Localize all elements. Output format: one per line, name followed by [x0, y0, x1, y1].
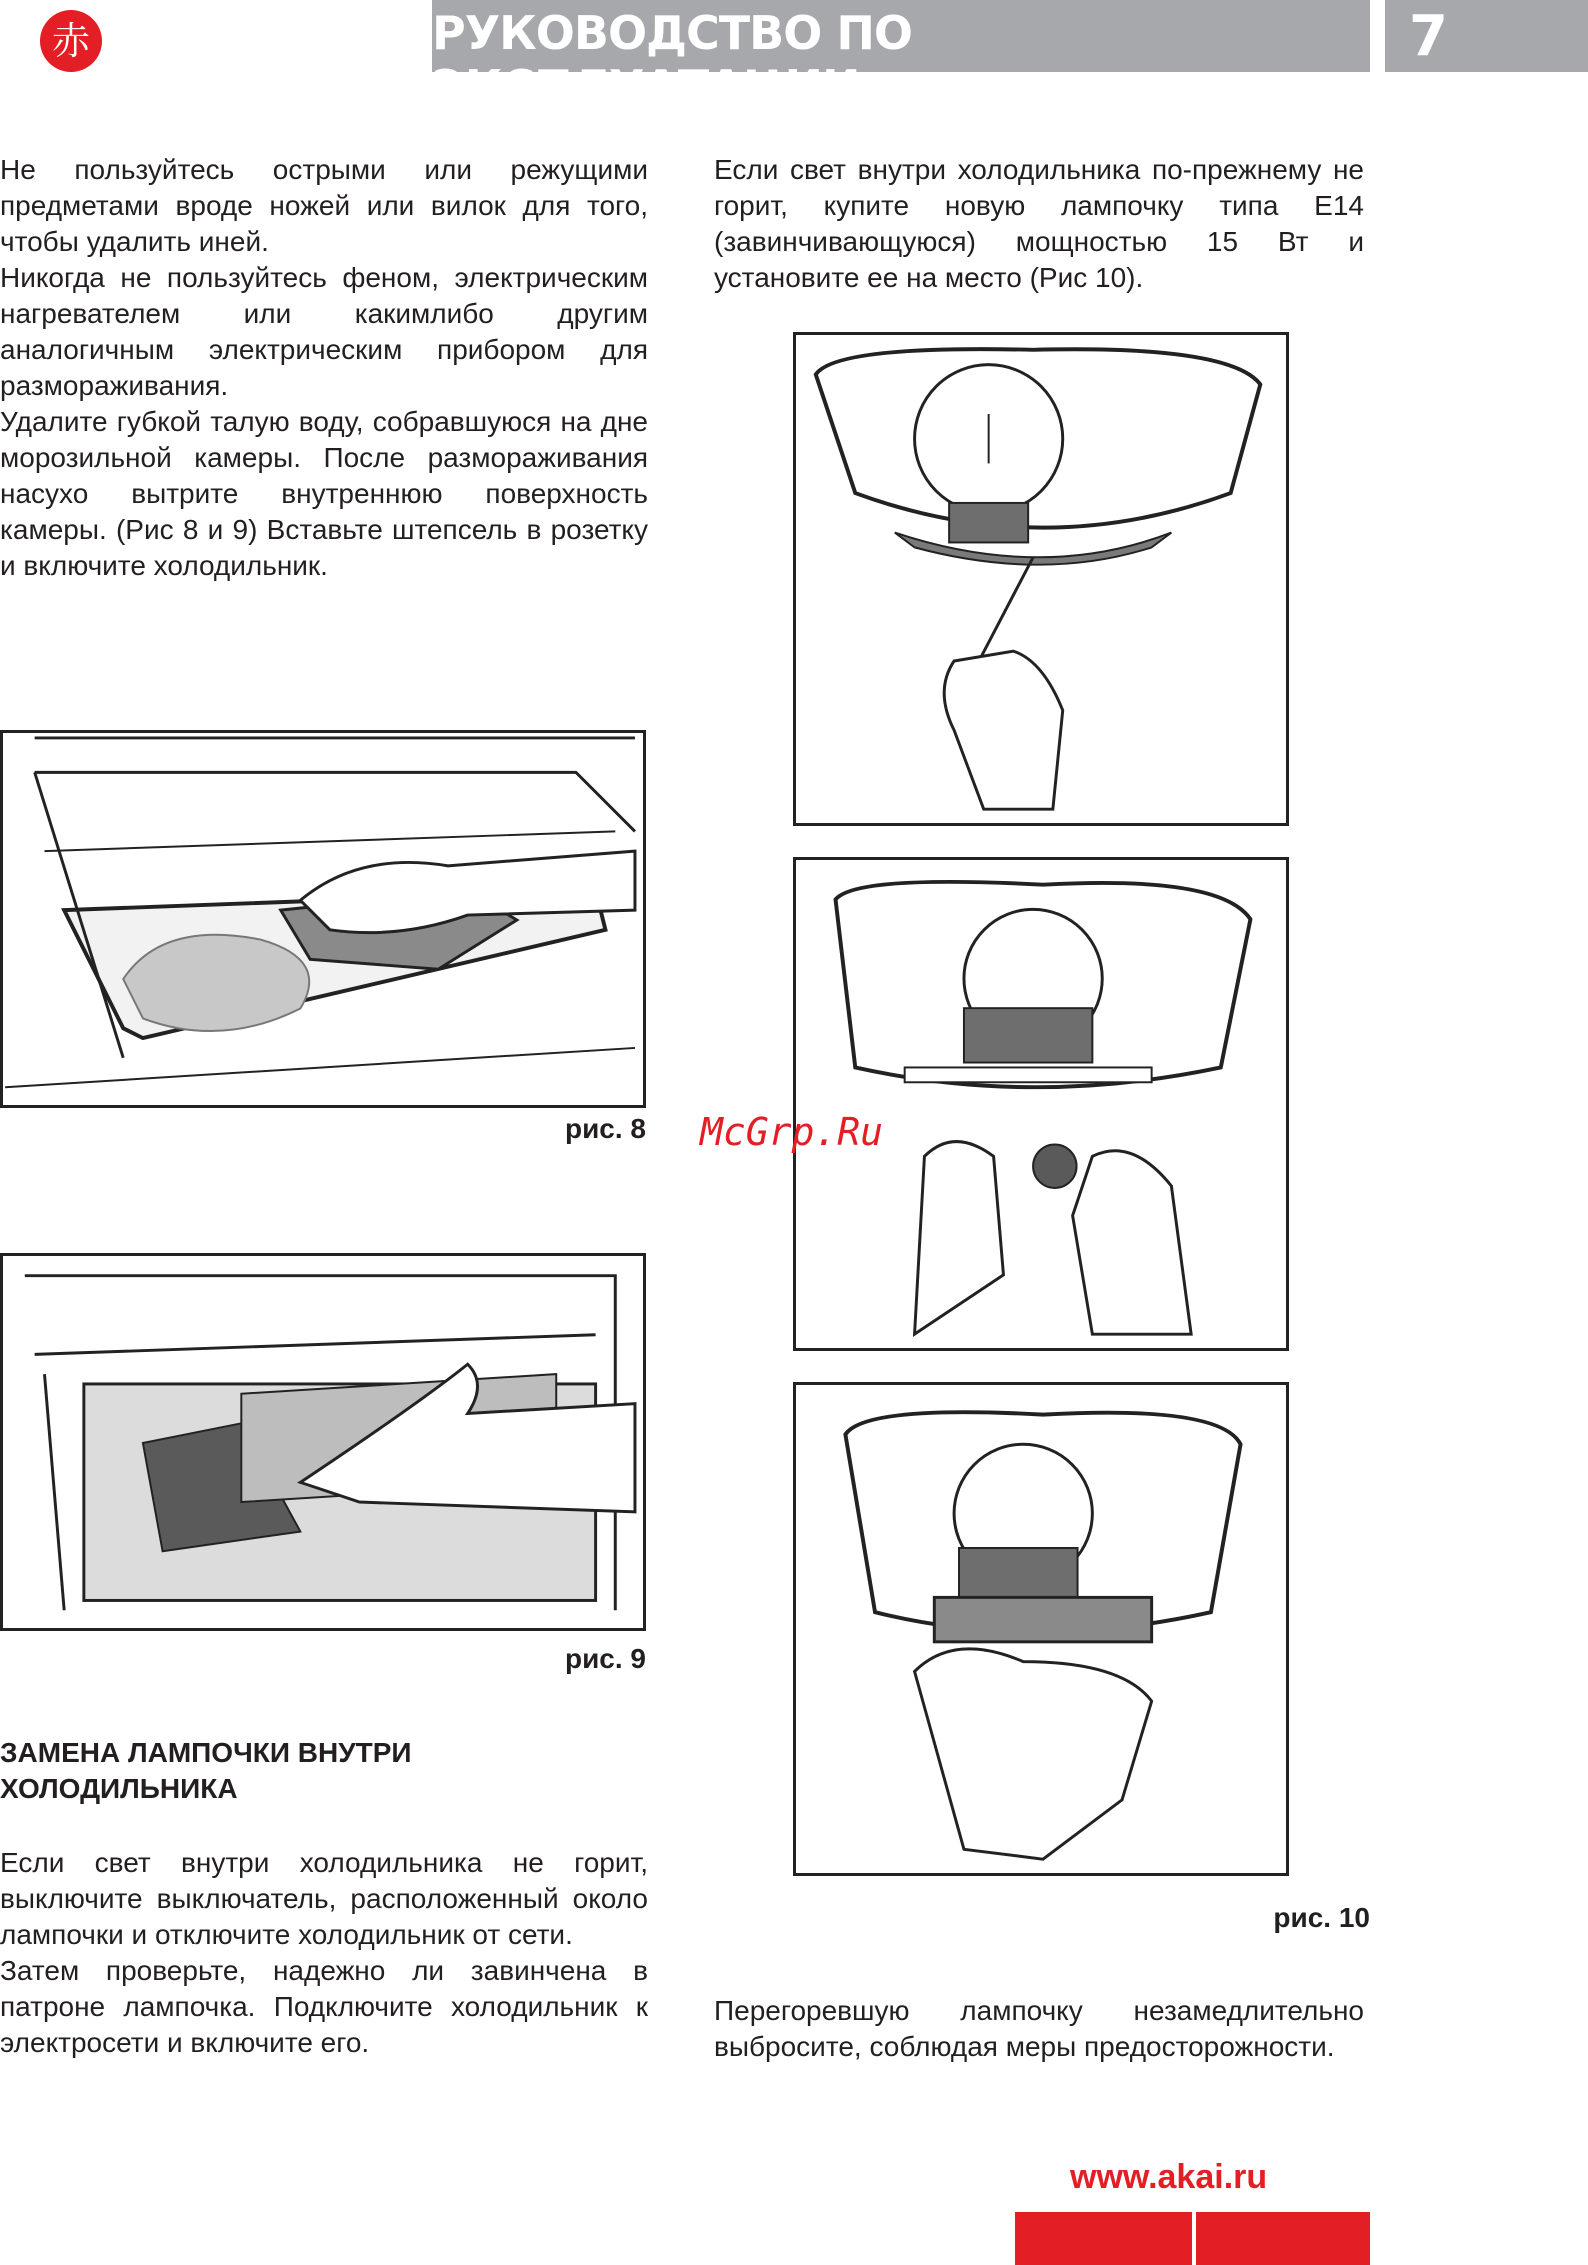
figure-9-caption: рис. 9	[564, 1643, 646, 1674]
figure-8-caption: рис. 8	[564, 1113, 646, 1144]
wiping-freezer-drawing	[3, 733, 643, 1105]
paragraph: Затем проверьте, надежно ли завинчена в патроне лампочка. Подключите холодильник к электросети и включите его.	[0, 1955, 648, 2058]
paragraph: Никогда не пользуйтесь феном, электрическим нагревателем или какимлибо другим аналогичным электрическим прибором для размораживания.	[0, 262, 648, 401]
removing-lamp-cover-drawing	[796, 335, 1286, 823]
figure-10-step-1	[793, 332, 1289, 826]
title-bar	[432, 0, 1370, 114]
brand-logo	[40, 10, 102, 72]
figure-10-caption: рис. 10	[1273, 1902, 1370, 1933]
logo-glyph: 赤	[51, 19, 90, 63]
watermark: McGrp.Ru	[700, 1110, 884, 1154]
paragraph: Не пользуйтесь острыми или режущими предметами вроде ножей или вилок для того, чтобы удалить иней.	[0, 154, 648, 257]
page-header	[0, 0, 1588, 114]
figure-10-step-2	[793, 857, 1289, 1351]
figure-9-illustration	[0, 1253, 646, 1631]
disposal-note	[714, 1993, 1364, 2065]
footer-bar	[1015, 2212, 1370, 2265]
paragraph: Удалите губкой талую воду, собравшуюся на дне морозильной камеры. После размораживания насухо вытрите внутреннюю поверхность камеры. (Рис 8 и 9) Вставьте штепсель в розетку и включите холодильник.	[0, 406, 648, 581]
defrost-instructions	[0, 152, 648, 584]
bulb-replacement-intro	[714, 152, 1364, 296]
footer-bar-divider	[1192, 2212, 1196, 2265]
paragraph: Если свет внутри холодильника по-прежнему не горит, купите новую лампочку типа Е14 (завинчивающуюся) мощностью 15 Вт и установите ее на место (Рис 10).	[714, 154, 1364, 293]
replacing-lamp-cover-drawing	[796, 1385, 1286, 1873]
figure-10-step-3	[793, 1382, 1289, 1876]
removing-drawer-drawing	[3, 1256, 643, 1628]
footer-url[interactable]: www.akai.ru	[1070, 2158, 1268, 2196]
lamp-instructions	[0, 1845, 648, 2061]
figure-8-illustration	[0, 730, 646, 1108]
unscrewing-bulb-drawing	[796, 860, 1286, 1348]
page-number-box	[1385, 0, 1588, 72]
paragraph: Если свет внутри холодильника не горит, выключите выключатель, расположенный около лампочки и отключите холодильник от сети.	[0, 1847, 648, 1950]
section-heading-lamp-replacement: ЗАМЕНА ЛАМПОЧКИ ВНУТРИ ХОЛОДИЛЬНИКА	[0, 1737, 412, 1804]
paragraph: Перегоревшую лампочку незамедлительно выбросите, соблюдая меры предосторожности.	[714, 1995, 1364, 2062]
document-title: РУКОВОДСТВО ПО ЭКСПЛУАТАЦИИ	[432, 6, 912, 114]
page-number: 7	[1409, 4, 1448, 69]
